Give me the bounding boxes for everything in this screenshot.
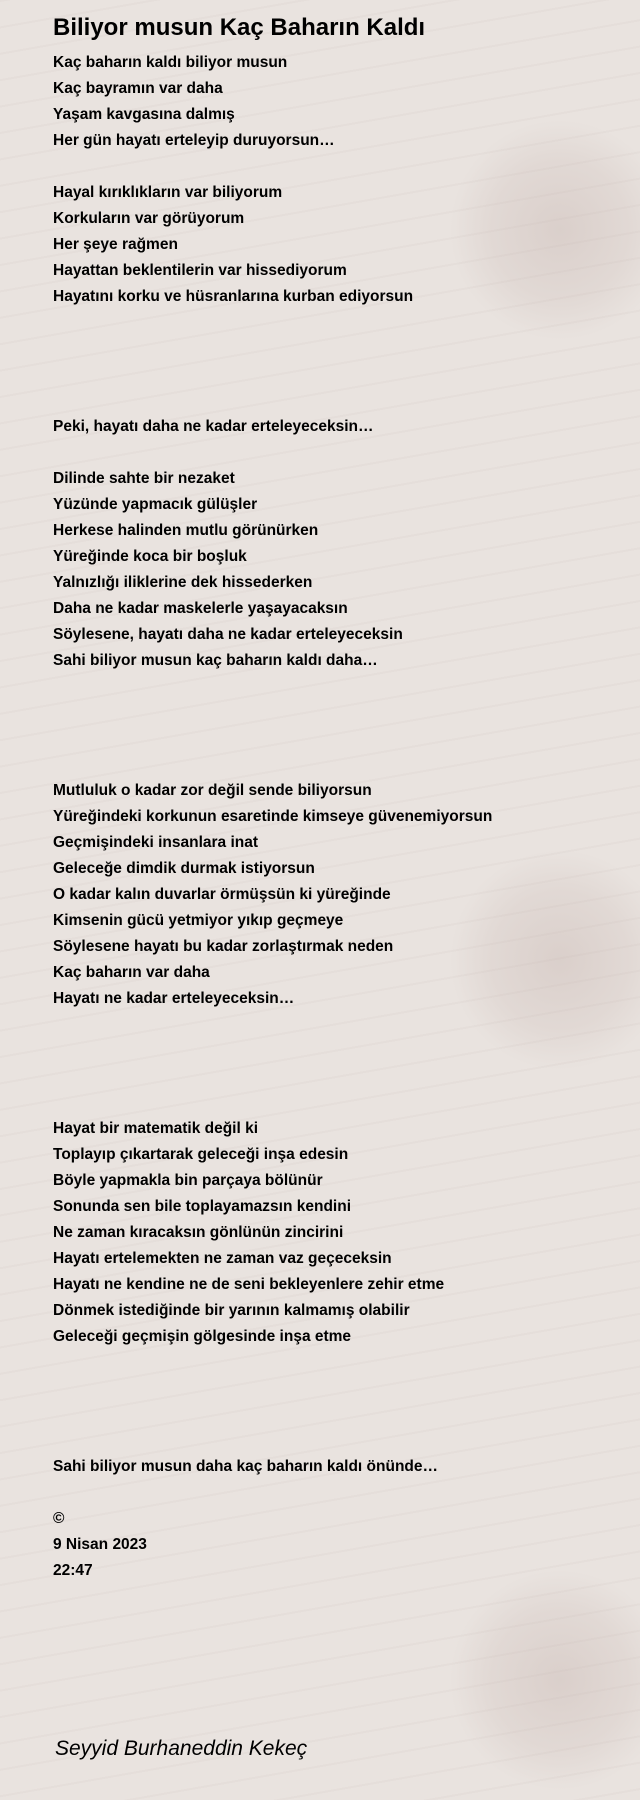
poem-date: 9 Nisan 2023 — [53, 1536, 147, 1553]
poem-line: Hayal kırıklıkların var biliyorum — [53, 184, 283, 201]
stanza-2 — [53, 180, 613, 310]
poem-title: Biliyor musun Kaç Baharın Kaldı — [53, 14, 426, 41]
poem-line: Ne zaman kıracaksın gönlünün zincirini — [53, 1224, 344, 1241]
stanza-gap — [53, 1350, 613, 1428]
poem-body — [53, 50, 613, 1584]
poem-line: Hayatını korku ve hüsranlarına kurban ediyorsun — [53, 288, 414, 305]
stanza-7 — [53, 1454, 613, 1480]
poem-line: Kimsenin gücü yetmiyor yıkıp geçmeye — [53, 912, 344, 929]
stanza-gap — [53, 440, 613, 466]
poem-line: Dilinde sahte bir nezaket — [53, 470, 235, 487]
poem-line: Yaşam kavgasına dalmış — [53, 106, 235, 123]
stanza-gap — [53, 674, 613, 752]
poem-line: Geleceğe dimdik durmak istiyorsun — [53, 860, 315, 877]
stanza-gap — [53, 1480, 613, 1506]
poem-line: Hayat bir matematik değil ki — [53, 1120, 259, 1137]
poem-line: Hayatı ne kendine ne de seni bekleyenlere zehir etme — [53, 1276, 445, 1293]
stanza-6 — [53, 1116, 613, 1350]
poem-line: Geçmişindeki insanlara inat — [53, 834, 259, 851]
stanza-gap — [53, 388, 613, 414]
poem-line: Mutluluk o kadar zor değil sende biliyorsun — [53, 782, 372, 799]
poem-line: Sahi biliyor musun daha kaç baharın kaldı önünde… — [53, 1458, 438, 1475]
stanza-gap — [53, 310, 613, 388]
poem-line: O kadar kalın duvarlar örmüşsün ki yüreğinde — [53, 886, 391, 903]
poem-line: Sahi biliyor musun kaç baharın kaldı daha… — [53, 652, 378, 669]
stanza-gap — [53, 1428, 613, 1454]
stanza-gap — [53, 1012, 613, 1090]
stanza-3 — [53, 414, 613, 440]
poem-line: Her şeye rağmen — [53, 236, 178, 253]
author-signature: Seyyid Burhaneddin Kekeç — [55, 1737, 308, 1760]
poem-line: Sonunda sen bile toplayamazsın kendini — [53, 1198, 352, 1215]
poem-line: Yüreğinde koca bir boşluk — [53, 548, 247, 565]
poem-line: Toplayıp çıkartarak geleceği inşa edesin — [53, 1146, 349, 1163]
stanza-1 — [53, 50, 613, 154]
poem-line: Söylesene hayatı bu kadar zorlaştırmak neden — [53, 938, 394, 955]
poem-line: Yüzünde yapmacık gülüşler — [53, 496, 258, 513]
stanza-gap — [53, 752, 613, 778]
poem-line: Kaç bayramın var daha — [53, 80, 223, 97]
poem-time: 22:47 — [53, 1562, 93, 1579]
poem-line: Böyle yapmakla bin parçaya bölünür — [53, 1172, 323, 1189]
stanza-5 — [53, 778, 613, 1012]
poem-line: Dönmek istediğinde bir yarının kalmamış olabilir — [53, 1302, 410, 1319]
poem-line: Peki, hayatı daha ne kadar erteleyeceksin… — [53, 418, 374, 435]
copyright-symbol: © — [53, 1510, 65, 1527]
poem-line: Hayattan beklentilerin var hissediyorum — [53, 262, 347, 279]
stanza-gap — [53, 154, 613, 180]
poem-line: Hayatı ne kadar erteleyeceksin… — [53, 990, 295, 1007]
stanza-4 — [53, 466, 613, 674]
stanza-gap — [53, 1090, 613, 1116]
poem-line: Herkese halinden mutlu görünürken — [53, 522, 319, 539]
poem-line: Kaç baharın var daha — [53, 964, 210, 981]
poem-line: Söylesene, hayatı daha ne kadar erteleyeceksin — [53, 626, 403, 643]
poem-line: Yüreğindeki korkunun esaretinde kimseye güvenemiyorsun — [53, 808, 493, 825]
poem-line: Korkuların var görüyorum — [53, 210, 245, 227]
poem-line: Kaç baharın kaldı biliyor musun — [53, 54, 288, 71]
poem-meta — [53, 1506, 613, 1584]
poem-line: Her gün hayatı erteleyip duruyorsun… — [53, 132, 335, 149]
poem-line: Hayatı ertelemekten ne zaman vaz geçeceksin — [53, 1250, 392, 1267]
poem-line: Daha ne kadar maskelerle yaşayacaksın — [53, 600, 348, 617]
poem-line: Geleceği geçmişin gölgesinde inşa etme — [53, 1328, 352, 1345]
poem-line: Yalnızlığı iliklerine dek hissederken — [53, 574, 313, 591]
